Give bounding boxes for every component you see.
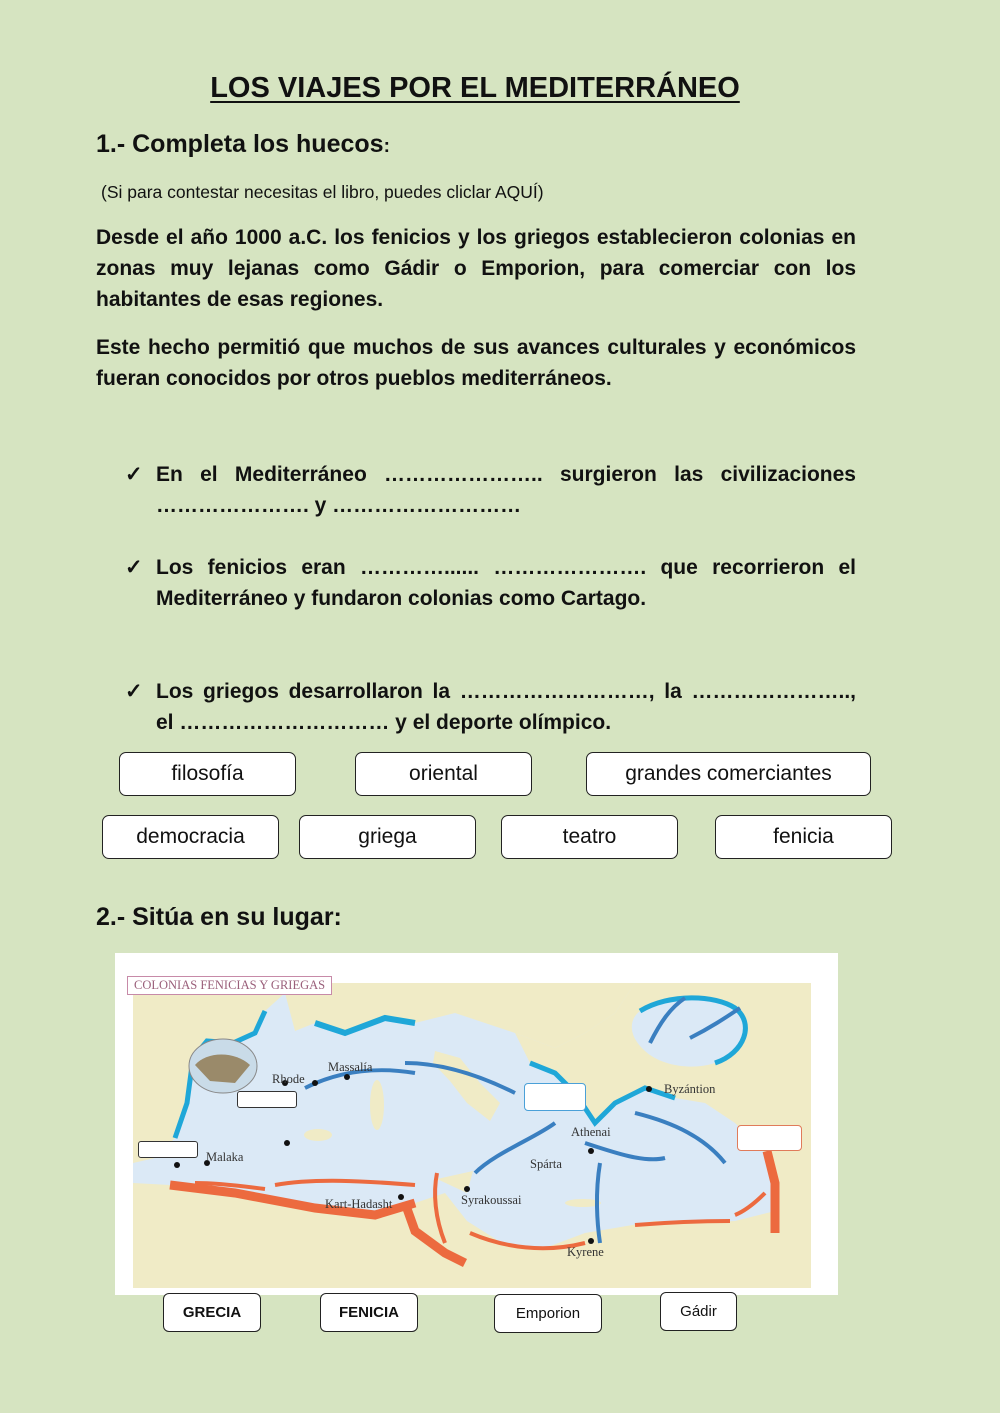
drop-target-rhode[interactable] — [237, 1091, 297, 1108]
word-option-fenicia[interactable]: fenicia — [715, 815, 892, 859]
place-label: Byzántion — [664, 1082, 716, 1096]
place-label: Kart-Hadasht — [325, 1197, 393, 1211]
map-graphic — [115, 953, 838, 1295]
page-title: LOS VIAJES POR EL MEDITERRÁNEO — [210, 72, 740, 104]
fill-blank-text[interactable]: Los griegos desarrollaron la ………………………, la ………………….., el ………………………… y el deporte olímpico. — [156, 680, 856, 734]
section1-heading: 1.- Completa los huecos: — [96, 130, 390, 158]
fill-blank-item-3 — [125, 676, 856, 738]
word-option-oriental[interactable]: oriental — [355, 752, 532, 796]
drag-label-grecia[interactable]: GRECIA — [163, 1293, 261, 1332]
intro-paragraph-2: Este hecho permitió que muchos de sus avances culturales y económicos fueran conocidos por otros pueblos mediterráneos. — [96, 336, 856, 390]
word-option-filosofia[interactable]: filosofía — [119, 752, 296, 796]
word-option-grandes-comerciantes[interactable]: grandes comerciantes — [586, 752, 871, 796]
drop-target-phoenicia[interactable] — [737, 1125, 802, 1151]
map-title: COLONIAS FENICIAS Y GRIEGAS — [127, 976, 332, 995]
word-option-teatro[interactable]: teatro — [501, 815, 678, 859]
section2-heading: 2.- Sitúa en su lugar: — [96, 903, 342, 931]
word-option-democracia[interactable]: democracia — [102, 815, 279, 859]
drop-target-greece[interactable] — [524, 1083, 586, 1111]
drag-label-fenicia[interactable]: FENICIA — [320, 1293, 418, 1332]
place-label: Athenai — [571, 1125, 611, 1139]
drop-target-gadir[interactable] — [138, 1141, 198, 1158]
drag-label-gadir[interactable]: Gádir — [660, 1292, 737, 1331]
fill-blank-text[interactable]: En el Mediterráneo ………………….. surgieron las civilizaciones …………………. y ……………………… — [156, 463, 856, 517]
place-label: Kyrene — [567, 1245, 604, 1259]
check-icon: ✓ — [125, 463, 143, 486]
place-label: Malaka — [206, 1150, 244, 1164]
drag-label-emporion[interactable]: Emporion — [494, 1294, 602, 1333]
colonies-map — [115, 953, 838, 1295]
place-label: Spárta — [530, 1157, 562, 1171]
check-icon: ✓ — [125, 556, 143, 579]
fill-blank-item-1 — [125, 459, 856, 521]
fill-blank-item-2 — [125, 552, 856, 614]
fill-blank-text[interactable]: Los fenicios eran …………...... …………………. que recorrieron el Mediterráneo y fundaron colonias como Cartago. — [156, 556, 856, 610]
book-hint-link[interactable]: (Si para contestar necesitas el libro, puedes cliclar AQUÍ) — [101, 182, 544, 202]
check-icon: ✓ — [125, 680, 143, 703]
place-label: Rhode — [272, 1072, 305, 1086]
intro-paragraph-1: Desde el año 1000 a.C. los fenicios y los griegos establecieron colonias en zonas muy lejanas como Gádir o Emporion, para comerciar con los habitantes de esas regiones. — [96, 226, 856, 311]
place-label: Massalía — [328, 1060, 373, 1074]
place-label: Syrakoussai — [461, 1193, 522, 1207]
word-option-griega[interactable]: griega — [299, 815, 476, 859]
